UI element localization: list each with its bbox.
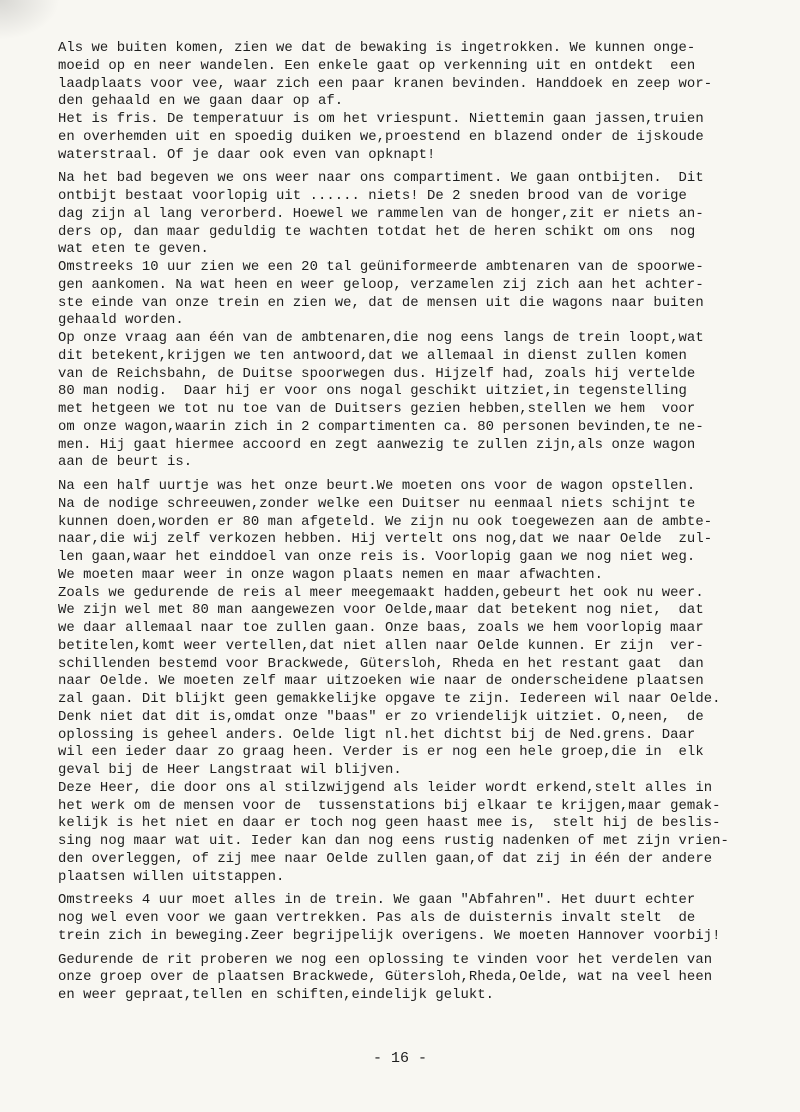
text-line: sing nog maar wat uit. Ieder kan dan nog eens rustig nadenken of met zijn vrien- (58, 833, 729, 849)
text-line: We moeten maar weer in onze wagon plaats nemen en maar afwachten. (58, 566, 604, 583)
page-number: - 16 - (372, 1050, 427, 1067)
paragraph (58, 892, 770, 945)
text-line: Na een half uurtje was het onze beurt.We moeten ons voor de wagon opstellen. (58, 478, 696, 494)
paragraph (58, 170, 770, 472)
text-line: met hetgeen we tot nu toe van de Duitsers gezien hebben,stellen we hem voor (58, 401, 696, 417)
text-line: betitelen,komt weer vertellen,dat niet allen naar Oelde kunnen. Er zijn ver- (58, 637, 704, 654)
scan-corner-smudge (0, 0, 60, 40)
text-line: en weer gepraat,tellen en schiften,eindelijk gelukt. (58, 987, 495, 1003)
text-line: naar Oelde. We moeten zelf maar uitzoeken wie naar de onderscheidene plaatsen (58, 673, 704, 690)
text-line: kunnen doen,worden er 80 man afgeteld. We zijn nu ook toegewezen aan de ambte- (58, 513, 713, 530)
typed-text-body (58, 40, 770, 1011)
text-line: Het is fris. De temperatuur is om het vriespunt. Niettemin gaan jassen,truien (58, 111, 704, 127)
text-line: nog wel even voor we gaan vertrekken. Pas als de duisternis invalt stelt de (58, 910, 696, 926)
text-line: Zoals we gedurende de reis al meer meegemaakt hadden,gebeurt het ook nu weer. (58, 584, 704, 601)
paragraph (58, 40, 770, 164)
text-line: zal gaan. Dit blijkt geen gemakkelijke opgave te zijn. Iedereen wil naar Oelde. (58, 691, 721, 707)
text-line: naar,die wij zelf verkozen hebben. Hij vertelt ons nog,dat we naar Oelde zul- (58, 531, 713, 548)
text-line: len gaan,waar het einddoel van onze reis is. Voorlopig gaan we nog niet weg. (58, 549, 696, 565)
text-line: we daar allemaal naar toe zullen gaan. Onze baas, zoals we hem voorlopig maar (58, 620, 704, 636)
text-line: Na de nodige schreeuwen,zonder welke een Duitser nu eenmaal niets schijnt te (58, 495, 696, 512)
text-line: Denk niet dat dit is,omdat onze "baas" er zo vriendelijk uitziet. O,neen, de (58, 708, 704, 725)
text-line: Na het bad begeven we ons weer naar ons compartiment. We gaan ontbijten. Dit (58, 170, 704, 187)
text-line: den overleggen, of zij mee naar Oelde zullen gaan,of dat zij in één der andere (58, 850, 713, 867)
text-line: moeid op en neer wandelen. Een enkele gaat op verkenning uit en ontdekt een (58, 57, 696, 74)
text-line: onze groep over de plaatsen Brackwede, Gütersloh,Rheda,Oelde, wat na veel heen (58, 969, 713, 986)
text-line: plaatsen willen uitstappen. (58, 868, 285, 885)
text-line: wil een ieder daar zo graag heen. Verder is er nog een hele groep,die in elk (58, 744, 704, 761)
text-line: Omstreeks 4 uur moet alles in de trein. We gaan "Abfahren". Het duurt echter (58, 892, 696, 909)
text-line: Deze Heer, die door ons al stilzwijgend als leider wordt erkend,stelt alles in (58, 779, 713, 796)
text-line: Omstreeks 10 uur zien we een 20 tal geüniformeerde ambtenaren van de spoorwe- (58, 259, 704, 275)
text-line: men. Hij gaat hiermee accoord en zegt aanwezig te zullen zijn,als onze wagon (58, 436, 696, 453)
text-line: wat eten te geven. (58, 241, 209, 258)
text-line: om onze wagon,waarin zich in 2 compartimenten ca. 80 personen bevinden,te ne- (58, 418, 704, 435)
text-line: laadplaats voor vee, waar zich een paar kranen bevinden. Handdoek en zeep wor- (58, 75, 713, 92)
text-line: van de Reichsbahn, de Duitse spoorwegen dus. Hijzelf had, zoals hij vertelde (58, 365, 696, 382)
text-line: Op onze vraag aan één van de ambtenaren,die nog eens langs de trein loopt,wat (58, 330, 704, 346)
text-line: aan de beurt is. (58, 454, 193, 471)
text-line: ders op, dan maar geduldig te wachten totdat het de heren schikt om ons nog (58, 223, 696, 240)
paragraph (58, 478, 770, 886)
text-line: ste einde van onze trein en zien we, dat de mensen uit die wagons naar buiten (58, 294, 704, 311)
text-line: het werk om de mensen voor de tussenstations bij elkaar te krijgen,maar gemak- (58, 797, 721, 814)
text-line: den gehaald en we gaan daar op af. (58, 93, 344, 110)
text-line: oplossing is geheel anders. Oelde ligt nl.het dichtst bij de Ned.grens. Daar (58, 726, 696, 743)
text-line: Als we buiten komen, zien we dat de bewaking is ingetrokken. We kunnen onge- (58, 40, 696, 56)
text-line: We zijn wel met 80 man aangewezen voor Oelde,maar dat betekent nog niet, dat (58, 602, 704, 619)
text-line: schillenden bestemd voor Brackwede, Gütersloh, Rheda en het restant gaat dan (58, 655, 704, 672)
text-line: trein zich in beweging.Zeer begrijpelijk overigens. We moeten Hannover voorbij! (58, 927, 721, 944)
text-line: waterstraal. Of je daar ook even van opknapt! (58, 146, 436, 163)
text-line: dit betekent,krijgen we ten antwoord,dat we allemaal in dienst zullen komen (58, 347, 687, 364)
text-line: gehaald worden. (58, 312, 184, 329)
paragraph (58, 952, 770, 1005)
text-line: gen aankomen. Na wat heen en weer geloop, verzamelen zij zich aan het achter- (58, 276, 704, 293)
text-line: 80 man nodig. Daar hij er voor ons nogal geschikt uitziet,in tegenstelling (58, 383, 687, 400)
text-line: geval bij de Heer Langstraat wil blijven. (58, 762, 402, 778)
text-line: ontbijt bestaat voorlopig uit ...... niets! De 2 sneden brood van de vorige (58, 188, 687, 204)
text-line: en overhemden uit en spoedig duiken we,proestend en blazend onder de ijskoude (58, 128, 704, 145)
text-line: Gedurende de rit proberen we nog een oplossing te vinden voor het verdelen van (58, 951, 713, 968)
text-line: dag zijn al lang verorberd. Hoewel we rammelen van de honger,zit er niets an- (58, 205, 704, 222)
text-line: kelijk is het niet en daar er toch nog geen haast mee is, stelt hij de beslis- (58, 815, 721, 832)
